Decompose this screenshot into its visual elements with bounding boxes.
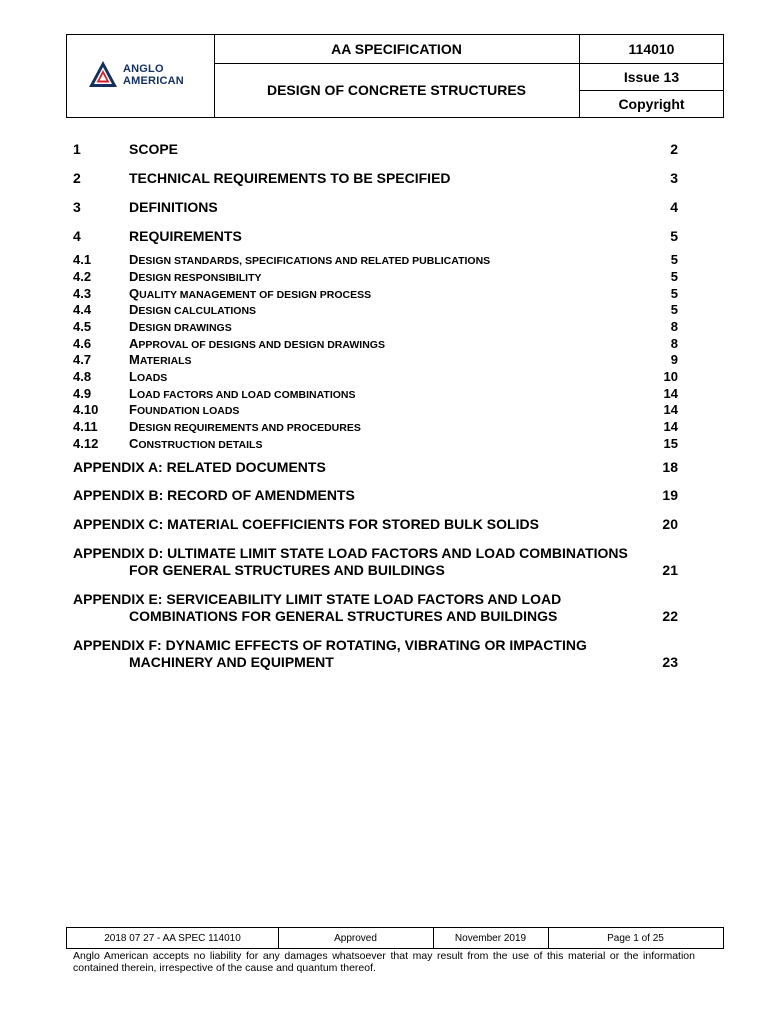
footer-table — [66, 927, 724, 949]
toc-page: 14 — [663, 419, 678, 434]
toc-page: 9 — [670, 352, 678, 367]
appendix-title: APPENDIX A: RELATED DOCUMENTS — [73, 459, 326, 475]
toc-title-rest: OAD FACTORS AND LOAD COMBINATIONS — [136, 389, 356, 401]
toc-page: 14 — [663, 402, 678, 417]
logo-wordmark — [123, 63, 184, 87]
toc-number: 4.11 — [73, 419, 98, 434]
toc-page: 5 — [670, 269, 678, 284]
toc-title: REQUIREMENTS — [129, 228, 242, 244]
toc-title-rest: ESIGN RESPONSIBILITY — [138, 272, 262, 284]
copyright-label: Copyright — [618, 95, 685, 112]
toc-title-initial: L — [129, 386, 137, 401]
toc-title-initial: A — [129, 336, 139, 351]
toc-page: 5 — [670, 252, 678, 267]
toc-title — [129, 419, 361, 434]
toc-title-initial: Q — [129, 286, 140, 301]
toc-page: 10 — [663, 369, 678, 384]
toc-title — [129, 352, 192, 367]
toc-title-rest: ONSTRUCTION DETAILS — [138, 439, 263, 451]
appendix-title-continued: COMBINATIONS FOR GENERAL STRUCTURES AND BUILDINGS — [129, 608, 558, 624]
toc-title-initial: M — [129, 352, 140, 367]
toc-page: 8 — [670, 319, 678, 334]
toc-page: 15 — [663, 436, 678, 451]
toc-page: 3 — [670, 170, 678, 186]
toc-title: DEFINITIONS — [129, 199, 218, 215]
toc-number: 3 — [73, 199, 81, 215]
toc-title — [129, 436, 262, 451]
spec-label: AA SPECIFICATION — [214, 35, 580, 64]
appendix-page: 21 — [662, 562, 678, 578]
toc-title-initial: D — [129, 269, 139, 284]
footer-status: Approved — [278, 928, 434, 948]
footer-date: November 2019 — [433, 928, 549, 948]
appendix-page: 22 — [662, 608, 678, 624]
logo-line-2: AMERICAN — [123, 75, 184, 87]
toc-page: 8 — [670, 336, 678, 351]
toc-title-rest: ESIGN STANDARDS, SPECIFICATIONS AND RELATED PUBLICATIONS — [138, 255, 491, 267]
toc-title: SCOPE — [129, 141, 179, 157]
toc-title — [129, 319, 232, 334]
toc-title-rest: UALITY MANAGEMENT OF DESIGN PROCESS — [139, 289, 372, 301]
toc-number: 4.3 — [73, 286, 92, 301]
document-title: DESIGN OF CONCRETE STRUCTURES — [214, 63, 580, 117]
toc-title — [129, 252, 490, 267]
toc-title — [129, 369, 167, 384]
toc-number: 4.4 — [73, 302, 92, 317]
toc-title-initial: D — [129, 302, 139, 317]
toc-title-initial: F — [129, 402, 137, 417]
appendix-title: APPENDIX F: DYNAMIC EFFECTS OF ROTATING, VIBRATING OR IMPACTING — [73, 637, 587, 653]
toc-number: 4 — [73, 228, 81, 244]
footer-disclaimer: Anglo American accepts no liability for any damages whatsoever that may result from the use of this material or the information contained therein, irrespective of the cause and quantum thereof. — [73, 950, 695, 974]
toc-title — [129, 402, 239, 417]
appendix-title: APPENDIX D: ULTIMATE LIMIT STATE LOAD FACTORS AND LOAD COMBINATIONS — [73, 545, 628, 561]
spec-number: 114010 — [579, 35, 724, 64]
footer-page-number: Page 1 of 25 — [607, 932, 664, 944]
toc-page: 4 — [670, 199, 678, 215]
toc-title-rest: ESIGN DRAWINGS — [138, 322, 232, 334]
appendix-title: APPENDIX E: SERVICEABILITY LIMIT STATE LOAD FACTORS AND LOAD — [73, 591, 562, 607]
toc-title-initial: D — [129, 319, 139, 334]
toc-number: 4.1 — [73, 252, 92, 267]
toc-page: 5 — [670, 286, 678, 301]
appendix-title-continued: MACHINERY AND EQUIPMENT — [129, 654, 334, 670]
toc-title — [129, 336, 385, 351]
toc-title-rest: ESIGN REQUIREMENTS AND PROCEDURES — [138, 422, 361, 434]
appendix-page: 23 — [662, 654, 678, 670]
logo-cell — [67, 35, 215, 117]
appendix-title: APPENDIX C: MATERIAL COEFFICIENTS FOR STORED BULK SOLIDS — [73, 516, 539, 532]
toc-number: 4.2 — [73, 269, 92, 284]
toc-title-rest: PPROVAL OF DESIGNS AND DESIGN DRAWINGS — [138, 339, 385, 351]
appendix-page: 20 — [662, 516, 678, 532]
logo-line-1: ANGLO — [123, 63, 164, 75]
toc-title-initial: D — [129, 252, 139, 267]
toc-title — [129, 386, 356, 401]
toc-title-rest: ESIGN CALCULATIONS — [138, 305, 257, 317]
toc-title-initial: L — [129, 369, 137, 384]
toc-number: 4.8 — [73, 369, 92, 384]
toc-title — [129, 302, 256, 317]
toc-title-rest: ATERIALS — [139, 355, 192, 367]
toc-title-rest: OADS — [136, 372, 168, 384]
toc-number: 4.10 — [73, 402, 99, 417]
toc-title: TECHNICAL REQUIREMENTS TO BE SPECIFIED — [129, 170, 451, 186]
toc-number: 1 — [73, 141, 81, 157]
toc-number: 4.9 — [73, 386, 92, 401]
toc-page: 5 — [670, 228, 678, 244]
appendix-page: 18 — [662, 459, 678, 475]
toc-title-initial: C — [129, 436, 139, 451]
appendix-title-continued: FOR GENERAL STRUCTURES AND BUILDINGS — [129, 562, 445, 578]
toc-title — [129, 286, 371, 301]
toc-page: 5 — [670, 302, 678, 317]
document-header — [66, 34, 724, 118]
toc-title-rest: OUNDATION LOADS — [136, 405, 240, 417]
toc-number: 2 — [73, 170, 81, 186]
toc-number: 4.12 — [73, 436, 99, 451]
issue-number: Issue 13 — [579, 63, 724, 91]
appendix-page: 19 — [662, 487, 678, 503]
appendix-title: APPENDIX B: RECORD OF AMENDMENTS — [73, 487, 355, 503]
toc-number: 4.6 — [73, 336, 92, 351]
anglo-american-logo — [87, 59, 197, 93]
toc-number: 4.7 — [73, 352, 92, 367]
toc-page: 14 — [663, 386, 678, 401]
footer-doc-ref: 2018 07 27 - AA SPEC 114010 — [67, 928, 279, 948]
toc-page: 2 — [670, 141, 678, 157]
logo-mark-icon — [87, 59, 119, 91]
toc-title-initial: D — [129, 419, 139, 434]
toc-number: 4.5 — [73, 319, 92, 334]
toc-title — [129, 269, 262, 284]
